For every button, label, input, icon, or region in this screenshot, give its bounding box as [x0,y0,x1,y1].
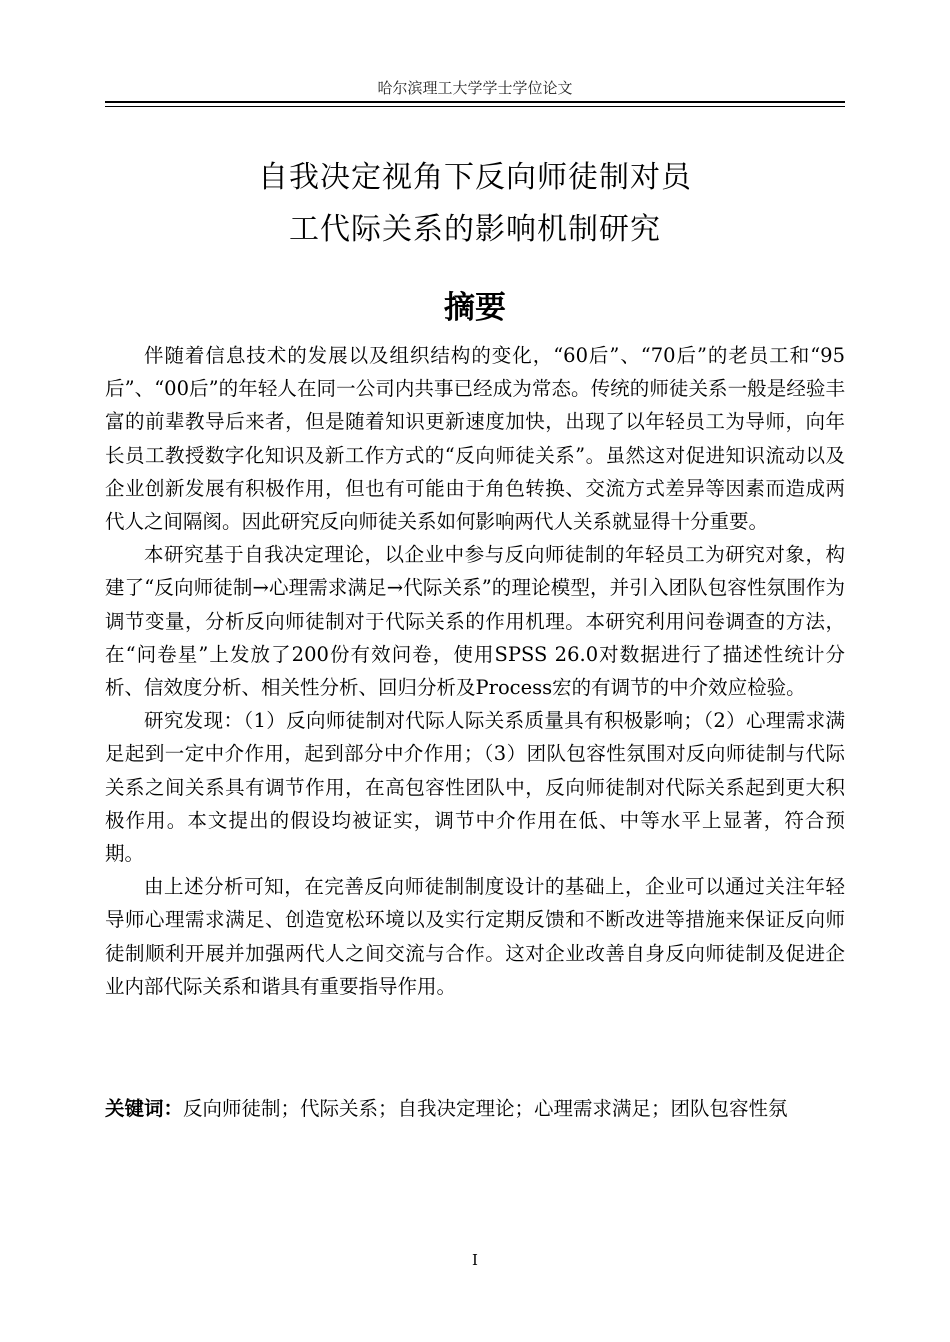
abstract-paragraph: 本研究基于自我决定理论，以企业中参与反向师徒制的年轻员工为研究对象，构建了“反向师徒制→心理需求满足→代际关系”的理论模型，并引入团队包容性氛围作为调节变量，分析反向师徒制对于代际关系的作用机理。本研究利用问卷调查的方法，在“问卷星”上发放了200份有效问卷，使用SPSS 26.0对数据进行了描述性统计分析、信效度分析、相关性分析、回归分析及Process宏的有调节的中介效应检验。 [105,543,845,700]
header-rule-thin [105,106,845,107]
page-number: I [472,1251,478,1269]
abstract-heading: 摘要 [444,290,506,326]
header-rule-thick [105,101,845,103]
abstract-paragraph: 伴随着信息技术的发展以及组织结构的变化，“60后”、“70后”的老员工和“95后”、“00后”的年轻人在同一公司内共事已经成为常态。传统的师徒关系一般是经验丰富的前辈教导后来者，但是随着知识更新速度加快，出现了以年轻员工为导师，向年长员工教授数字化知识及新工作方式的“反向师徒关系”。虽然这对促进知识流动以及企业创新发展有积极作用，但也有可能由于角色转换、交流方式差异等因素而造成两代人之间隔阂。因此研究反向师徒关系如何影响两代人关系就显得十分重要。 [105,344,845,534]
abstract-body [105,339,845,1003]
thesis-title-line-1: 自我决定视角下反向师徒制对员 [258,160,692,195]
abstract-paragraph: 研究发现：（1）反向师徒制对代际人际关系质量具有积极影响；（2）心理需求满足起到一定中介作用，起到部分中介作用；（3）团队包容性氛围对反向师徒制与代际关系之间关系具有调节作用，在高包容性团队中，反向师徒制对代际关系起到更大积极作用。本文提出的假设均被证实，调节中介作用在低、中等水平上显著，符合预期。 [105,709,845,866]
thesis-title [105,152,845,256]
running-header: 哈尔滨理工大学学士学位论文 [377,79,573,97]
abstract-paragraph: 由上述分析可知，在完善反向师徒制制度设计的基础上，企业可以通过关注年轻导师心理需求满足、创造宽松环境以及实行定期反馈和不断改进等措施来保证反向师徒制顺利开展并加强两代人之间交流与合作。这对企业改善自身反向师徒制及促进企业内部代际关系和谐具有重要指导作用。 [105,875,845,998]
keywords-label: 关键词： [105,1097,184,1120]
keywords [105,1092,845,1125]
keywords-text: 反向师徒制；代际关系；自我决定理论；心理需求满足；团队包容性氛 [183,1097,788,1120]
thesis-title-line-2: 工代际关系的影响机制研究 [289,212,661,247]
